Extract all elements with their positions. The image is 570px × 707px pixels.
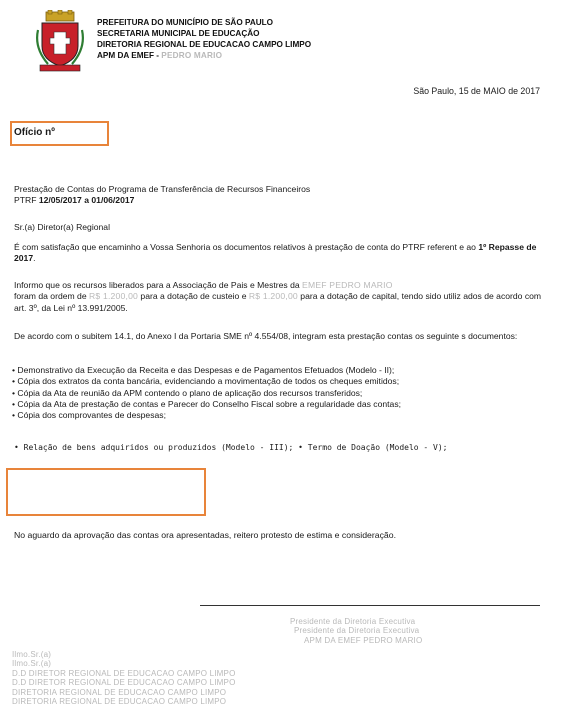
footer-line: D.D DIRETOR REGIONAL DE EDUCACAO CAMPO LIMPO [12, 678, 236, 688]
ptrf-period [14, 195, 546, 206]
resources-text-1: Informo que os recursos liberados para a Associação de Pais e Mestres da [14, 280, 303, 290]
paragraph-resources [14, 280, 546, 314]
signature-apm: APM DA EMEF PEDRO MARIO [304, 635, 423, 645]
oficio-number-label: Ofício nº [14, 127, 55, 138]
resources-text-3: para a dotação de custeio e [138, 291, 249, 302]
repasse-label: 1º Repasse de 2017 [14, 242, 537, 264]
signature-role: Presidente da Diretoria Executiva [290, 617, 416, 626]
header-line-diretoria: DIRETORIA REGIONAL DE EDUCACAO CAMPO LIMPO [97, 40, 312, 50]
letterhead [97, 17, 311, 62]
models-line: • Relação de bens adquiridos ou produzidos (Modelo - III); • Termo de Doação (Modelo - V); [14, 443, 448, 452]
resources-text-4: para a dotação de capital, tendo sido utiliz ados de acordo com art. 3º, da Lei nº 13.991/2005. [14, 291, 542, 313]
crest-icon [34, 10, 86, 72]
resources-text-2: foram da ordem de [14, 291, 89, 302]
footer-line: Ilmo.Sr.(a) [12, 659, 52, 669]
closing-sentence: No aguardo da aprovação das contas ora apresentadas, reitero protesto de estima e consideração. [14, 530, 397, 540]
footer-line: DIRETORIA REGIONAL DE EDUCACAO CAMPO LIMPO [12, 687, 227, 697]
list-item: • Cópia da Ata de prestação de contas e Parecer do Conselho Fiscal sobre a regularidade das contas; [12, 399, 402, 410]
salutation: Sr.(a) Diretor(a) Regional [14, 222, 110, 232]
paragraph-intro-end: . [33, 253, 36, 264]
empty-highlight-box [6, 468, 206, 516]
signature-caption [290, 617, 422, 645]
apm-prefix: APM DA EMEF - [97, 51, 162, 61]
footer-line: Ilmo.Sr.(a) [12, 650, 52, 659]
footer-line: D.D DIRETOR REGIONAL DE EDUCACAO CAMPO LIMPO [12, 668, 236, 678]
ptrf-range: 12/05/2017 a 01/06/2017 [38, 195, 135, 206]
subject-block [14, 184, 546, 207]
paragraph-intro-text: É com satisfação que encaminho a Vossa Senhoria os documentos relativos à prestação de conta do PTRF referent e ao [14, 242, 479, 252]
signature-role-duplicate: Presidente da Diretoria Executiva [294, 626, 420, 636]
document-date: São Paulo, 15 de MAIO de 2017 [413, 86, 540, 96]
paragraph-portaria: De acordo com o subitem 14.1, do Anexo I da Portaria SME nº 4.554/08, integram esta prestação contas os seguinte s documentos: [14, 331, 518, 341]
documents-list [12, 365, 552, 422]
apm-name-obscured: PEDRO MARIO [161, 51, 223, 61]
paragraph-intro [14, 242, 546, 265]
city-crest-logo [34, 10, 86, 72]
addressee-block [12, 650, 236, 707]
ptrf-label: PTRF [14, 195, 39, 206]
list-item: • Cópia da Ata de reunião da APM contendo o plano de aplicação dos recursos transferidos; [12, 387, 363, 398]
list-item: • Cópia dos extratos da conta bancária, evidenciando a movimentação de todos os cheques emitidos; [12, 376, 400, 387]
header-line-prefeitura: PREFEITURA DO MUNICÍPIO DE SÃO PAULO [97, 18, 274, 27]
header-line-secretaria: SECRETARIA MUNICIPAL DE EDUCAÇÃO [97, 29, 260, 39]
school-name-obscured: EMEF PEDRO MARIO [302, 280, 393, 290]
signature-line [200, 605, 540, 606]
capital-amount-obscured: R$ 1.200,00 [248, 291, 298, 302]
list-item: • Cópia dos comprovantes de despesas; [12, 410, 166, 421]
custeio-amount-obscured: R$ 1.200,00 [89, 291, 139, 302]
footer-line: DIRETORIA REGIONAL DE EDUCACAO CAMPO LIMPO [12, 697, 227, 707]
header-line-apm [97, 50, 311, 61]
list-item: • Demonstrativo da Execução da Receita e das Despesas e de Pagamentos Efetuados (Modelo - II); [12, 365, 395, 375]
subject-line: Prestação de Contas do Programa de Transferência de Recursos Financeiros [14, 184, 311, 194]
